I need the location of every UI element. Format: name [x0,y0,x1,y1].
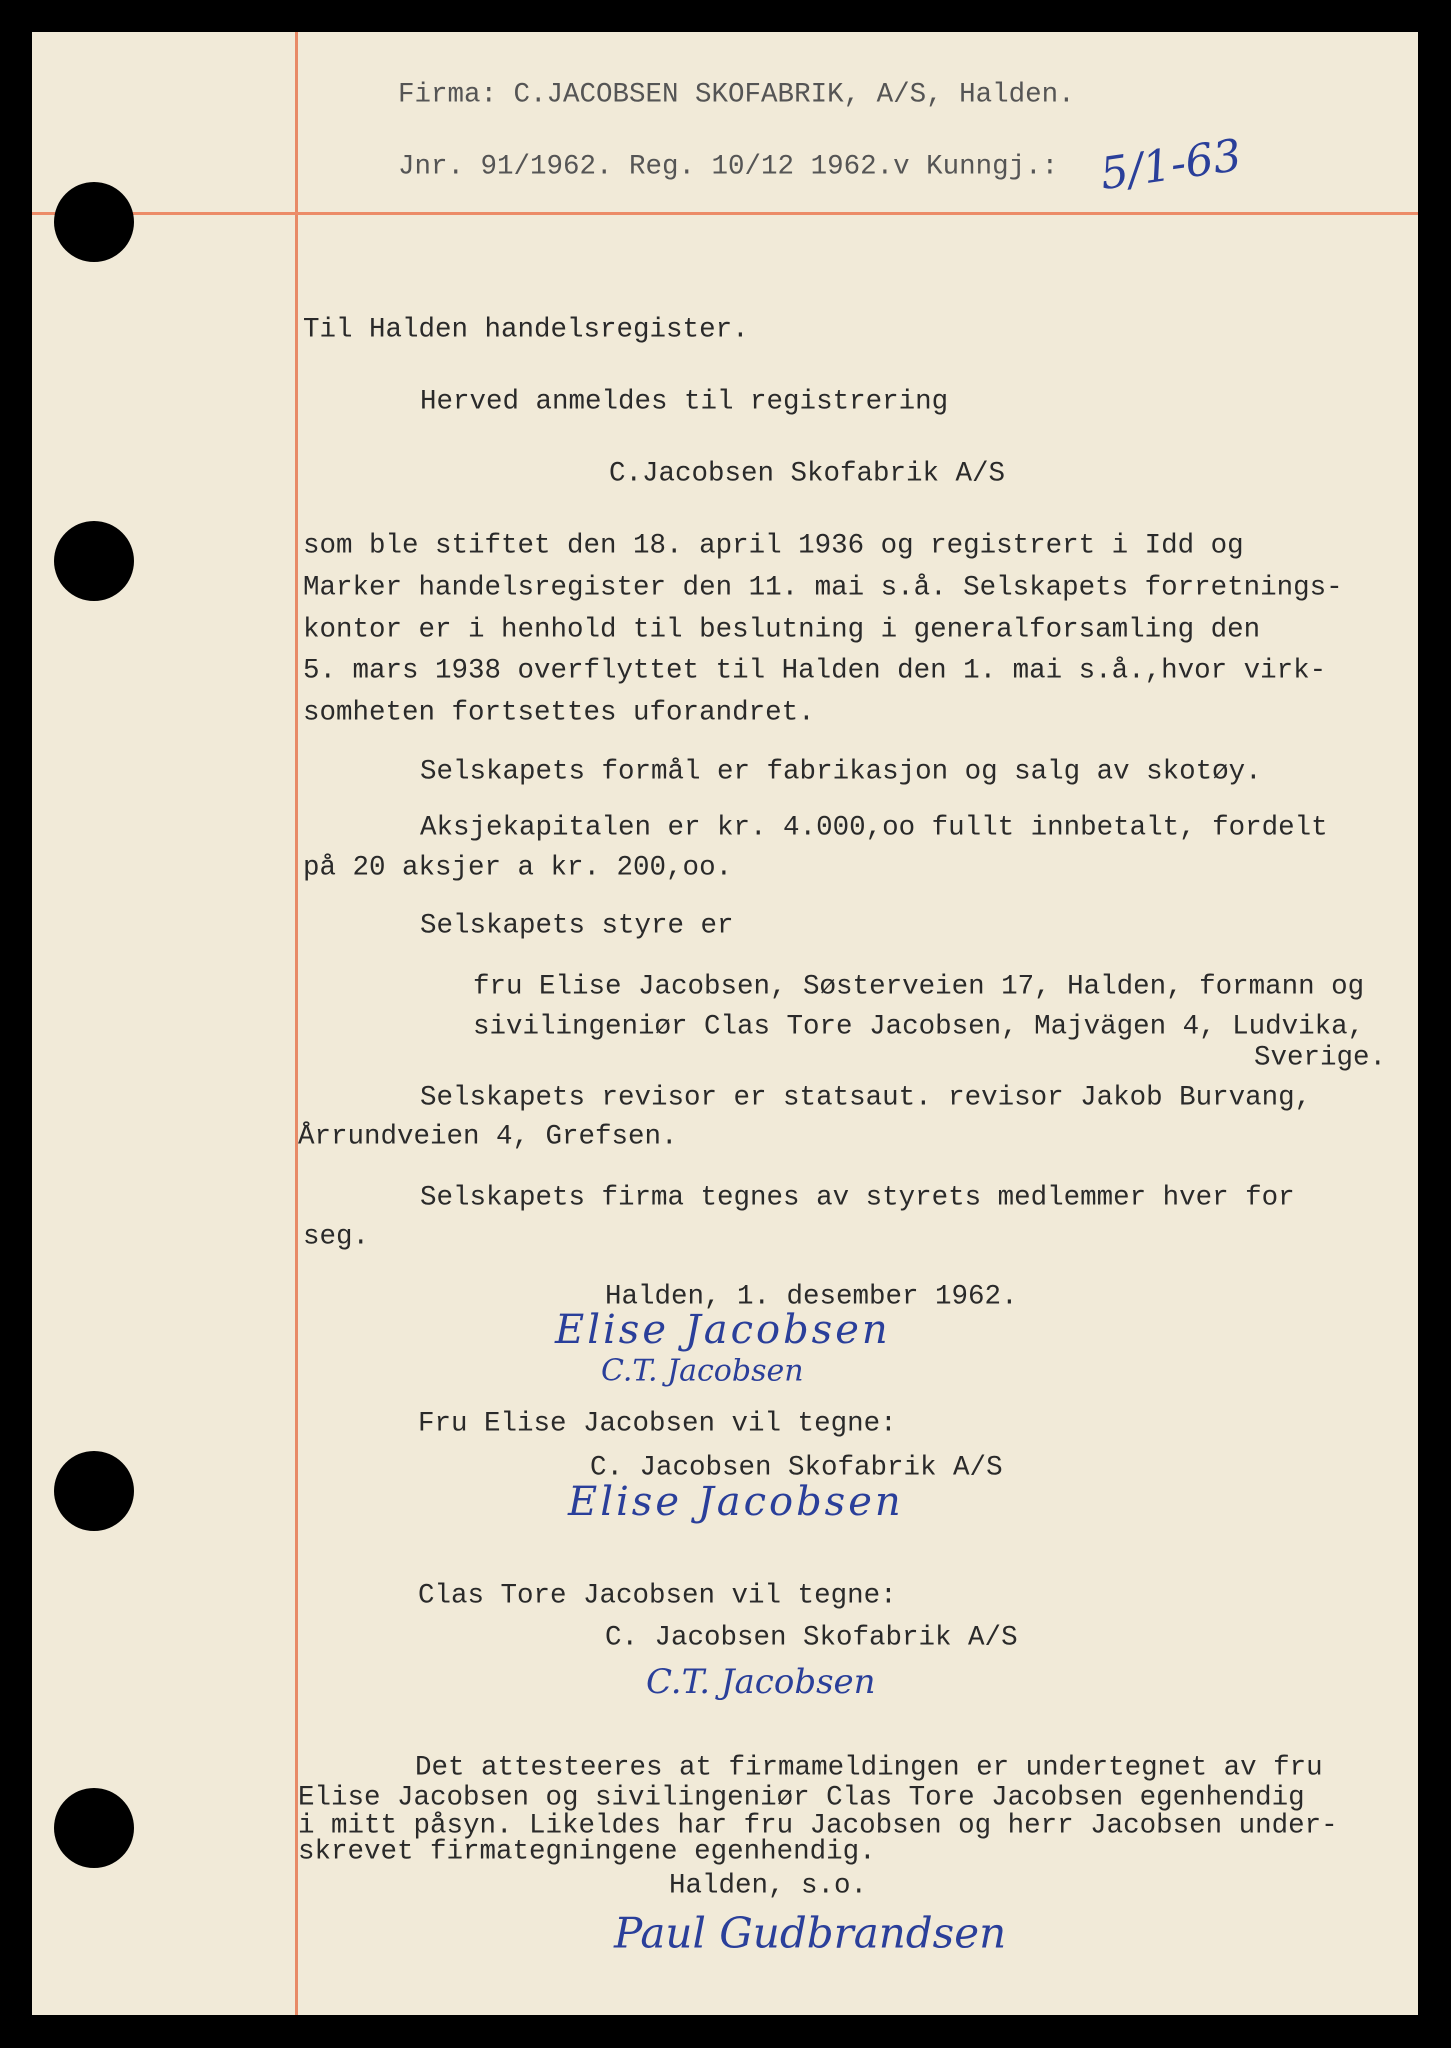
paragraph-line: 5. mars 1938 overflyttet til Halden den 1. mai s.å.,hvor virk- [303,655,1327,687]
purpose: Selskapets formål er fabrikasjon og salg av skotøy. [420,756,1262,788]
paragraph-line: somheten fortsettes uforandret. [303,697,815,729]
auditor-line: Selskapets revisor er statsaut. revisor Jakob Burvang, [420,1082,1312,1114]
intro: Herved anmeldes til registrering [420,386,949,418]
attestation-line: i mitt påsyn. Likeldes har fru Jacobsen og herr Jacobsen under- [298,1810,1338,1842]
attest-signature: Paul Gudbrandsen [614,1908,1007,1958]
attestation-line: Det attesteeres at firmameldingen er undertegnet av fru [415,1752,1323,1784]
auditor-line: Årrundveien 4, Grefsen. [298,1121,678,1153]
signature-clas: C.T. Jacobsen [601,1353,804,1389]
kunngj-handwritten: 5/1-63 [1097,129,1245,201]
punch-hole [54,1788,134,1868]
margin-line-horizontal [32,212,1418,215]
clas-signature: C.T. Jacobsen [646,1662,876,1702]
margin-line-vertical [295,32,298,2015]
elise-company: C. Jacobsen Skofabrik A/S [590,1452,1003,1484]
signing-line: seg. [303,1221,370,1253]
punch-hole [54,521,134,601]
board-member: sivilingeniør Clas Tore Jacobsen, Majvägen 4, Ludvika, [473,1011,1365,1043]
clas-signs: Clas Tore Jacobsen vil tegne: [418,1580,897,1612]
elise-signature: Elise Jacobsen [568,1479,904,1525]
firma-line: Firma: C.JACOBSEN SKOFABRIK, A/S, Halden. [398,79,1075,111]
paragraph-line: Marker handelsregister den 11. mai s.å. Selskapets forretnings- [303,572,1343,604]
paragraph-line: kontor er i henhold til beslutning i generalforsamling den [303,614,1261,646]
board-member: fru Elise Jacobsen, Søsterveien 17, Halden, formann og [473,971,1365,1003]
signature-elise: Elise Jacobsen [555,1307,891,1353]
attest-place: Halden, s.o. [669,1870,868,1902]
attestation-line: skrevet firmategningene egenhendig. [298,1836,876,1868]
company-name: C.Jacobsen Skofabrik A/S [609,458,1006,490]
addressee: Til Halden handelsregister. [303,314,749,346]
capital-line: på 20 aksjer a kr. 200,oo. [303,852,733,884]
board-member: Sverige. [1254,1042,1387,1074]
journal-line: Jnr. 91/1962. Reg. 10/12 1962.v Kunngj.: [398,151,1059,183]
capital-line: Aksjekapitalen er kr. 4.000,oo fullt innbetalt, fordelt [420,812,1328,844]
clas-company: C. Jacobsen Skofabrik A/S [605,1622,1018,1654]
place-date: Halden, 1. desember 1962. [605,1281,1018,1313]
elise-signs: Fru Elise Jacobsen vil tegne: [418,1408,897,1440]
attestation-line: Elise Jacobsen og sivilingeniør Clas Tore Jacobsen egenhendig [298,1782,1305,1814]
board-intro: Selskapets styre er [420,910,734,942]
paragraph-line: som ble stiftet den 18. april 1936 og registrert i Idd og [303,530,1244,562]
signing-line: Selskapets firma tegnes av styrets medlemmer hver for [420,1182,1295,1214]
punch-hole [54,1451,134,1531]
punch-hole [54,182,134,262]
